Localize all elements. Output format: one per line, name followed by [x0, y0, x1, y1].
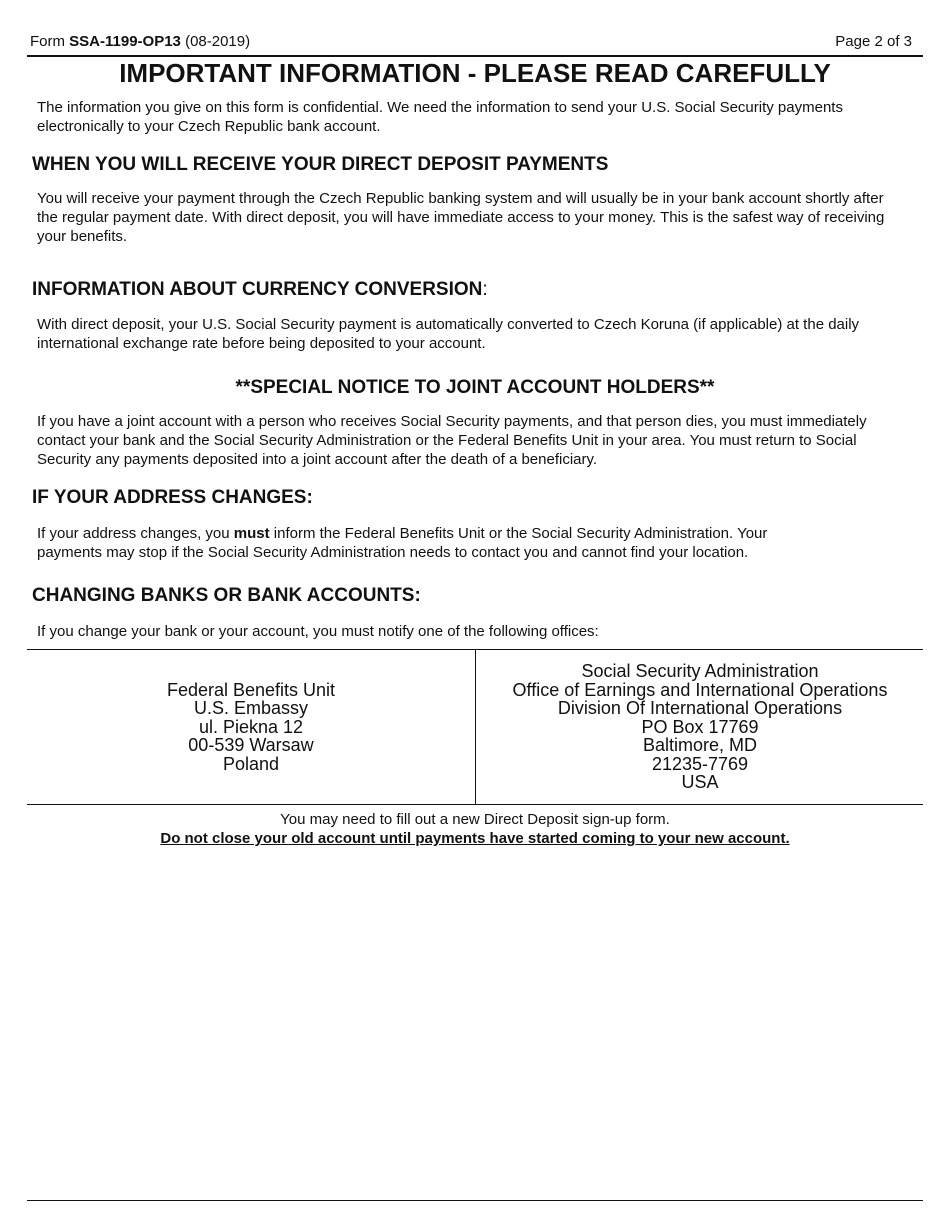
address-change-paragraph: If your address changes, you must inform the Federal Benefits Unit or the Social Security Administration. Your payments may stop if the Social Security Administration needs to contact you and cannot find your location.: [37, 525, 768, 561]
changing-banks-paragraph: If you change your bank or your account, you must notify one of the following offices:: [37, 623, 599, 640]
joint-account-paragraph: If you have a joint account with a person who receives Social Security payments, and that person dies, you must immediately contact your bank and the Social Security Administration or the Federal Benefits Unit in your area. You must return to Social Security any payments deposited into a joint account after the death of a beneficiary.: [37, 413, 867, 468]
form-number: SSA-1199-OP13: [69, 33, 181, 50]
currency-heading: INFORMATION ABOUT CURRENCY CONVERSION:: [32, 279, 488, 300]
address-line: Office of Earnings and International Operations: [512, 679, 888, 700]
address-line: 21235-7769: [651, 753, 749, 774]
must-emphasis: must: [233, 525, 270, 542]
ssa-address: [475, 650, 924, 804]
form-header: [30, 32, 912, 52]
federal-benefits-unit-address: [27, 650, 475, 804]
address-line: U.S. Embassy: [193, 698, 309, 719]
intro-paragraph: The information you give on this form is confidential. We need the information to send your U.S. Social Security payments electronically to your Czech Republic bank account.: [37, 99, 843, 135]
page-title: IMPORTANT INFORMATION - PLEASE READ CAREFULLY: [119, 58, 831, 88]
joint-account-heading: **SPECIAL NOTICE TO JOINT ACCOUNT HOLDERS**: [235, 377, 715, 398]
currency-heading-colon: :: [482, 279, 488, 300]
changing-banks-heading: CHANGING BANKS OR BANK ACCOUNTS:: [32, 585, 421, 606]
address-line: Federal Benefits Unit: [166, 679, 336, 700]
receive-paragraph: You will receive your payment through the Czech Republic banking system and will usually be in your bank account shortly after the regular payment date. With direct deposit, you will have immediate access to your money. This is the safest way of receiving your benefits.: [37, 190, 885, 245]
address-line: ul. Piekna 12: [198, 716, 304, 737]
receive-heading: WHEN YOU WILL RECEIVE YOUR DIRECT DEPOSIT PAYMENTS: [32, 154, 609, 175]
page-number: Page 2 of 3: [835, 33, 912, 50]
form-revision: (08-2019): [180, 33, 251, 50]
currency-paragraph: With direct deposit, your U.S. Social Security payment is automatically converted to Czech Koruna (if applicable) at the daily international exchange rate before being deposited to your account.: [37, 316, 860, 352]
office-address-table: [27, 649, 923, 805]
address-line: 00-539 Warsaw: [188, 735, 314, 756]
address-line: USA: [681, 772, 719, 793]
form-id: Form SSA-1199-OP13 (08-2019): [30, 33, 251, 50]
address-change-heading: IF YOUR ADDRESS CHANGES:: [32, 487, 313, 508]
address-line: Baltimore, MD: [642, 735, 758, 756]
sign-up-form-note: You may need to fill out a new Direct Deposit sign-up form.: [280, 811, 670, 828]
address-line: Division Of International Operations: [557, 698, 843, 719]
footer-divider: [27, 1200, 923, 1201]
address-line: Poland: [222, 753, 280, 774]
address-line: Social Security Administration: [581, 660, 819, 681]
address-line: PO Box 17769: [641, 716, 759, 737]
do-not-close-warning: Do not close your old account until payments have started coming to your new account.: [160, 830, 790, 847]
header-divider: [27, 55, 923, 57]
